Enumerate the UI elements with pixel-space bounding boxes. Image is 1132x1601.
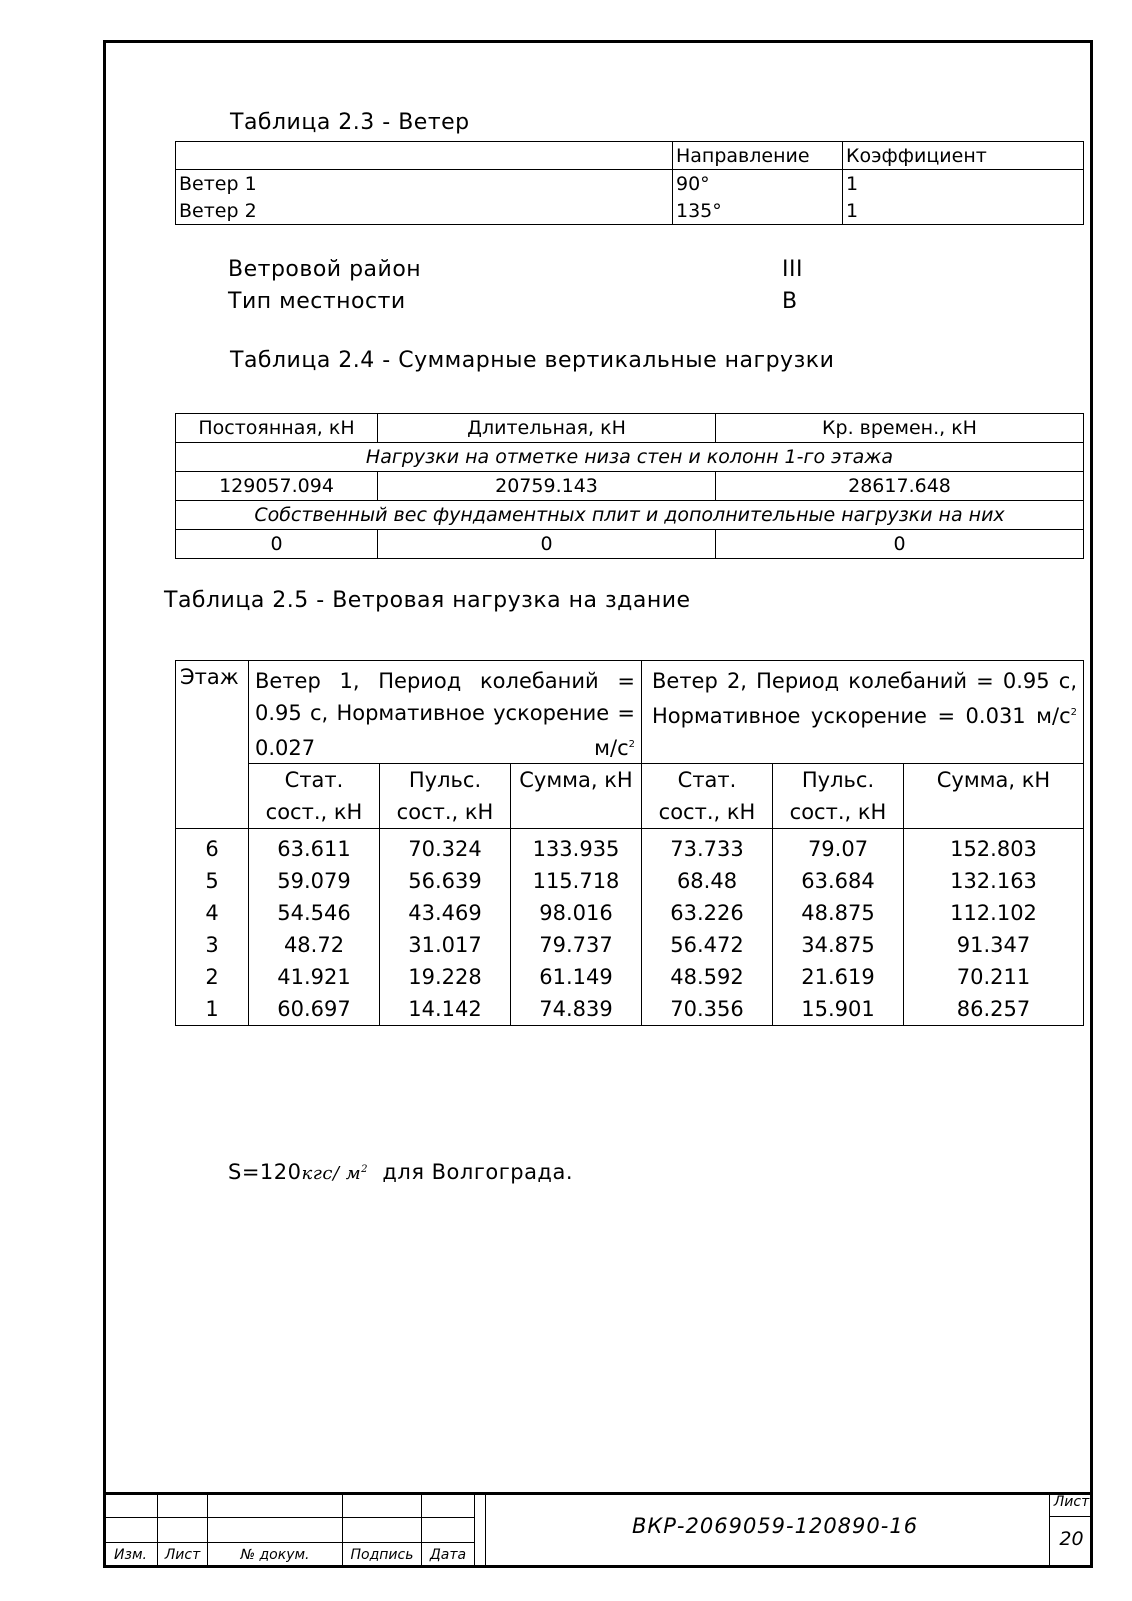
table-section-cell: Собственный вес фундаментных плит и дополнительные нагрузки на них <box>176 501 1084 530</box>
table-row <box>176 197 1084 225</box>
table-header-cell <box>380 764 511 829</box>
grid-cell <box>104 1518 158 1543</box>
terrain-type-value: В <box>782 289 798 314</box>
table-cell: 54.546 <box>249 897 380 929</box>
table-row <box>176 530 1084 559</box>
table-cell: 41.921 <box>249 961 380 993</box>
table-header-cell <box>176 142 673 170</box>
wind2-header-text: Ветер 2, Период колебаний = 0.95 с, Нормативное ускорение = 0.031 м/с <box>652 669 1077 728</box>
superscript: 2 <box>628 739 635 750</box>
table-cell: Ветер 1 <box>176 170 673 198</box>
table-cell: 115.718 <box>511 865 642 897</box>
sub-header-text: Пульс. сост., кН <box>396 768 494 824</box>
table-cell: 0 <box>176 530 378 559</box>
vertical-loads-caption: Таблица 2.4 - Суммарные вертикальные нагрузки <box>230 348 835 373</box>
table-cell: 1 <box>843 197 1084 225</box>
grid-cell <box>208 1518 343 1543</box>
wind-region-label: Ветровой район <box>228 257 422 282</box>
grid-cell <box>422 1493 475 1518</box>
table-cell: 79.737 <box>511 929 642 961</box>
superscript: 2 <box>1070 707 1077 718</box>
table-row <box>176 764 1084 829</box>
document-code: ВКР-2069059-120890-16 <box>631 1514 919 1538</box>
wind1-header-text: Ветер 1, Период колебаний = 0.95 с, Нормативное ускорение = 0.027 м/с <box>255 669 635 760</box>
table-row <box>176 472 1084 501</box>
floor-cell: 2 <box>176 961 249 993</box>
superscript: 2 <box>361 1164 369 1175</box>
snow-unit <box>302 1163 369 1184</box>
sub-header-text: Сумма, кН <box>519 768 633 792</box>
floor-cell: 5 <box>176 865 249 897</box>
grid-cell <box>158 1518 208 1543</box>
label-list: Лист <box>158 1543 208 1568</box>
table-cell: 70.356 <box>642 993 773 1026</box>
sheet-label: Лист <box>1050 1494 1093 1517</box>
label-doc-number: № докум. <box>208 1543 343 1568</box>
snow-suffix: для Волгограда. <box>382 1160 573 1184</box>
sub-header-text: Стат. сост., кН <box>658 768 756 824</box>
table-cell: Ветер 2 <box>176 197 673 225</box>
table-cell: 31.017 <box>380 929 511 961</box>
table-cell: 15.901 <box>773 993 904 1026</box>
table-section-cell: Нагрузки на отметке низа стен и колонн 1-го этажа <box>176 443 1084 472</box>
table-header-cell <box>642 764 773 829</box>
snow-unit-text: кгс/ м <box>301 1163 362 1184</box>
floor-cell: 3 <box>176 929 249 961</box>
table-row <box>176 661 1084 764</box>
grid-cell <box>343 1518 422 1543</box>
table-header-cell <box>773 764 904 829</box>
table-cell: 59.079 <box>249 865 380 897</box>
table-cell: 70.211 <box>904 961 1084 993</box>
table-cell: 43.469 <box>380 897 511 929</box>
table-cell: 133.935 <box>511 829 642 866</box>
table-cell: 48.592 <box>642 961 773 993</box>
table-cell: 63.684 <box>773 865 904 897</box>
table-cell: 90° <box>673 170 843 198</box>
label-izm: Изм. <box>104 1543 158 1568</box>
wind-table-caption: Таблица 2.3 - Ветер <box>230 110 470 135</box>
terrain-type-label: Тип местности <box>228 289 406 314</box>
table-row <box>176 993 1084 1026</box>
sheet-box <box>1049 1492 1093 1568</box>
revision-grid <box>103 1492 475 1568</box>
grid-cell <box>158 1493 208 1518</box>
table-cell: 91.347 <box>904 929 1084 961</box>
snow-value: S=120 <box>228 1160 302 1184</box>
table-cell: 56.639 <box>380 865 511 897</box>
table-row <box>176 865 1084 897</box>
table-row <box>176 501 1084 530</box>
table-row <box>176 414 1084 443</box>
table-cell: 70.324 <box>380 829 511 866</box>
sub-header-text: Стат. сост., кН <box>265 768 363 824</box>
table-row <box>176 961 1084 993</box>
title-block-divider <box>485 1492 486 1568</box>
table-header-cell: Коэффициент <box>843 142 1084 170</box>
table-row <box>176 897 1084 929</box>
wind2-header <box>642 661 1084 764</box>
label-date: Дата <box>422 1543 475 1568</box>
table-row <box>176 443 1084 472</box>
floor-header: Этаж <box>176 661 249 829</box>
wind-load-table <box>175 660 1084 1026</box>
wind-table <box>175 141 1084 225</box>
table-cell: 14.142 <box>380 993 511 1026</box>
floor-cell: 6 <box>176 829 249 866</box>
vertical-loads-table <box>175 413 1084 559</box>
table-cell: 152.803 <box>904 829 1084 866</box>
table-cell: 135° <box>673 197 843 225</box>
floor-cell: 4 <box>176 897 249 929</box>
table-header-cell: Направление <box>673 142 843 170</box>
sub-header-text: Пульс. сост., кН <box>789 768 887 824</box>
table-cell: 74.839 <box>511 993 642 1026</box>
table-header-cell: Длительная, кН <box>378 414 716 443</box>
table-row <box>176 929 1084 961</box>
sub-header-text: Сумма, кН <box>936 768 1051 792</box>
table-cell: 28617.648 <box>716 472 1084 501</box>
table-row <box>176 142 1084 170</box>
table-cell: 86.257 <box>904 993 1084 1026</box>
sheet-number: 20 <box>1059 1528 1084 1550</box>
table-cell: 98.016 <box>511 897 642 929</box>
grid-cell <box>343 1493 422 1518</box>
grid-cell <box>422 1518 475 1543</box>
table-header-cell <box>511 764 642 829</box>
label-signature: Подпись <box>343 1543 422 1568</box>
table-header-cell: Постоянная, кН <box>176 414 378 443</box>
table-cell: 0 <box>716 530 1084 559</box>
grid-cell <box>104 1493 158 1518</box>
table-cell: 48.72 <box>249 929 380 961</box>
wind-region-value: III <box>782 257 803 282</box>
table-cell: 21.619 <box>773 961 904 993</box>
table-header-cell <box>249 764 380 829</box>
table-cell: 48.875 <box>773 897 904 929</box>
wind-load-caption: Таблица 2.5 - Ветровая нагрузка на здание <box>164 588 691 613</box>
table-cell: 68.48 <box>642 865 773 897</box>
table-cell: 129057.094 <box>176 472 378 501</box>
table-cell: 60.697 <box>249 993 380 1026</box>
table-header-cell: Кр. времен., кН <box>716 414 1084 443</box>
table-cell: 132.163 <box>904 865 1084 897</box>
table-cell: 19.228 <box>380 961 511 993</box>
table-cell: 56.472 <box>642 929 773 961</box>
table-cell: 112.102 <box>904 897 1084 929</box>
table-cell: 20759.143 <box>378 472 716 501</box>
floor-cell: 1 <box>176 993 249 1026</box>
table-header-cell <box>904 764 1084 829</box>
table-row <box>176 829 1084 866</box>
table-cell: 63.226 <box>642 897 773 929</box>
table-cell: 61.149 <box>511 961 642 993</box>
table-cell: 63.611 <box>249 829 380 866</box>
table-cell: 79.07 <box>773 829 904 866</box>
table-row <box>176 170 1084 198</box>
table-cell: 34.875 <box>773 929 904 961</box>
table-cell: 73.733 <box>642 829 773 866</box>
grid-cell <box>208 1493 343 1518</box>
snow-note <box>228 1160 573 1184</box>
table-cell: 1 <box>843 170 1084 198</box>
wind1-header <box>249 661 642 764</box>
wind-load-body <box>176 829 1084 1026</box>
table-cell: 0 <box>378 530 716 559</box>
